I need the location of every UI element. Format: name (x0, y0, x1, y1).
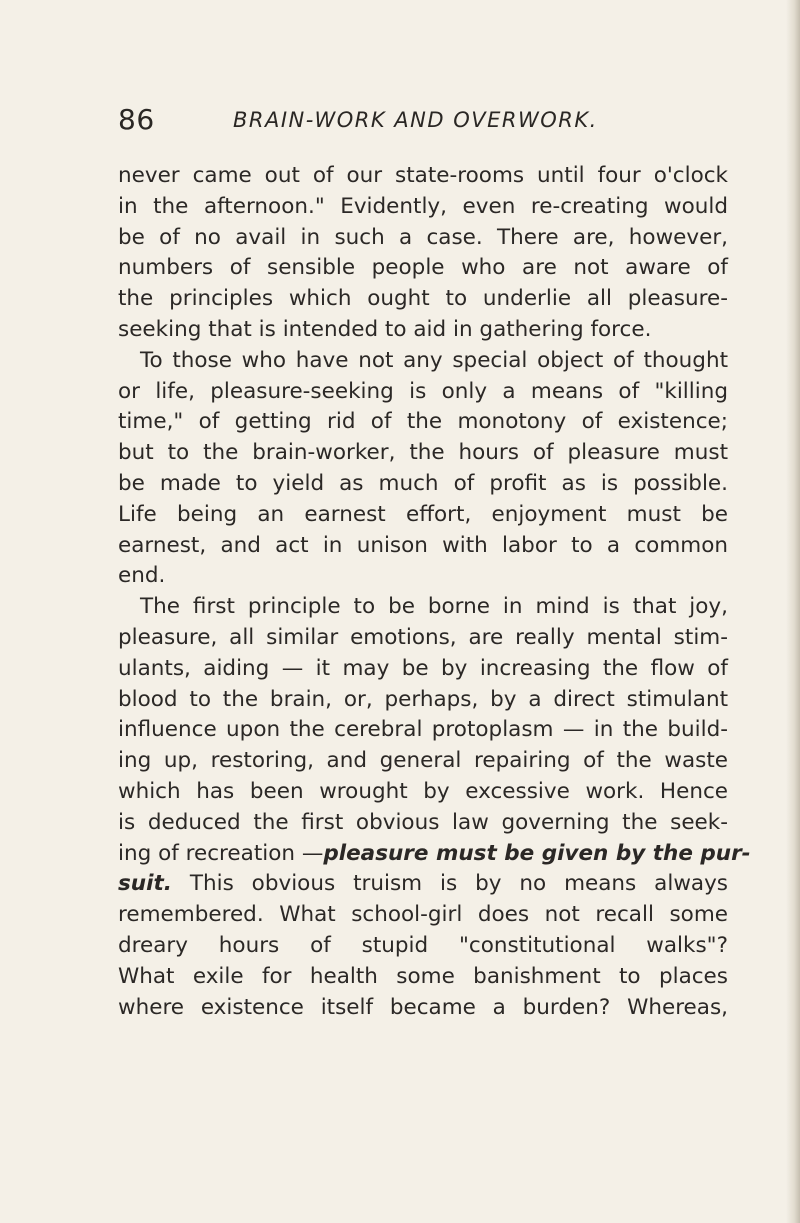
text-line: the principles which ought to underlie all pleasure- (118, 286, 728, 312)
emphasized-text: suit. (118, 871, 172, 897)
text-line: pleasure, all similar emotions, are really mental stim- (118, 624, 728, 650)
text-line: but to the brain-worker, the hours of pleasure must (118, 440, 728, 466)
text-line: blood to the brain, or, perhaps, by a direct stimulant (118, 686, 728, 712)
text-line: never came out of our state-rooms until four o'clock (118, 163, 728, 188)
text-line: be made to yield as much of profit as is possible. (118, 470, 728, 496)
text-line: be of no avail in such a case. There are, however, (118, 224, 728, 250)
running-title: BRAIN-WORK AND OVERWORK. (233, 108, 598, 132)
text-line: ing up, restoring, and general repairing of the waste (118, 748, 728, 774)
text-line: earnest, and act in unison with labor to a common (118, 532, 728, 558)
text-line: time," of getting rid of the monotony of existence; (118, 409, 728, 435)
text-segment: ing of recreation — (118, 840, 324, 866)
text-line: numbers of sensible people who are not aware of (118, 255, 728, 281)
page-number: 86 (118, 103, 155, 136)
text-line: ulants, aiding — it may be by increasing the flow of (118, 655, 728, 681)
text-line: dreary hours of stupid "constitutional walks"? (118, 932, 728, 958)
text-line: which has been wrought by excessive work. Hence (118, 778, 728, 804)
text-line: is deduced the first obvious law governing the seek- (118, 809, 728, 835)
text-line: where existence itself became a burden? Whereas, (118, 994, 728, 1020)
text-line: Life being an earnest effort, enjoyment must be (118, 501, 728, 527)
body-text (118, 161, 751, 1023)
text-line: remembered. What school-girl does not recall some (118, 902, 728, 928)
text-line: What exile for health some banishment to places (118, 963, 728, 989)
text-line: seeking that is intended to aid in gathering force. (118, 316, 652, 342)
text-line: The first principle to be borne in mind is that joy, (140, 594, 728, 620)
page-edge-shadow (786, 0, 800, 1223)
text-segment: This obvious truism is by no means always (171, 871, 728, 897)
text-line-mixed (118, 839, 751, 870)
text-line-mixed (118, 869, 728, 900)
text-line: or life, pleasure-seeking is only a means of "killing (118, 378, 728, 404)
emphasized-text: pleasure must be given by the pur- (323, 840, 751, 866)
text-line: influence upon the cerebral protoplasm — in the build- (118, 717, 728, 743)
text-line: To those who have not any special object of thought (140, 347, 728, 373)
text-line: end. (118, 563, 166, 589)
text-line: in the afternoon." Evidently, even re-creating would (118, 193, 728, 219)
